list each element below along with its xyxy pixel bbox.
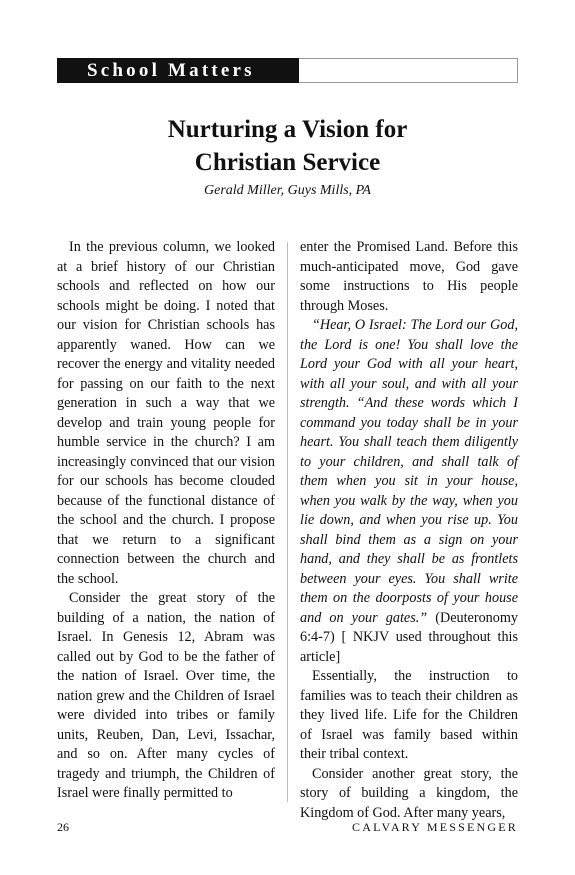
paragraph: Essentially, the instruction to families was to teach their children as they lived life. Life for the Children of Israel was family based within their tribal context. (300, 668, 518, 762)
paragraph: Consider the great story of the building of a nation, the nation of Israel. In Genesis 12, Abram was called out by God to be the father of the nation of Israel. Over time, the nation grew and the Children of Israel were divided into tribes or family units, Reuben, Dan, Levi, Issachar, and so on. After many cycles of tragedy and triumph, the Children of Israel were finally permitted to (57, 590, 275, 801)
section-banner (57, 58, 518, 83)
paragraph: Consider another great story, the story of building a kingdom, the Kingdom of God. After many years, (300, 765, 518, 821)
left-column (57, 238, 275, 804)
scripture-paragraph (300, 316, 518, 667)
section-label: School Matters (57, 58, 299, 83)
scripture-quote: “Hear, O Israel: The Lord our God, the Lord is one! You shall love the Lord your God with all your heart, with all your soul, and with all your strength. “And these words which I command you today shall be in your heart. You shall teach them diligently to your children, and shall talk of them when you sit in your house, when you walk by the way, when you lie down, and when you rise up. You shall bind them as a sign on your hand, and they shall be as frontlets between your eyes. You shall write them on the doorposts of your house and on your gates.” (300, 317, 518, 626)
column-divider (287, 242, 288, 802)
paragraph: enter the Promised Land. Before this much-anticipated move, God gave some instructions to His people through Moses. (300, 239, 518, 314)
byline: Gerald Miller, Guys Mills, PA (204, 183, 371, 198)
right-column (300, 238, 518, 823)
title-line-2: Christian Service (194, 149, 381, 176)
magazine-name: CALVARY MESSENGER (352, 820, 518, 834)
title-line-1: Nurturing a Vision for (167, 116, 408, 143)
article-title (0, 113, 575, 179)
page-number: 26 (57, 820, 69, 834)
paragraph: In the previous column, we looked at a brief history of our Christian schools and reflected on how our schools might be doing. I noted that our vision for Christian schools has apparently waned. How can we recover the energy and vitality needed for passing on our faith to the next generation in such a way that we develop and train young people for humble service in the church? I am increasingly convinced that our vision for our schools has become clouded because of the functional distance of the school and the church. I propose that we return to a significant connection between the church and the school. (57, 239, 275, 587)
scripture-citation: (Deuteronomy 6:4-7) [ NKJV used throughout this article] (300, 609, 518, 665)
